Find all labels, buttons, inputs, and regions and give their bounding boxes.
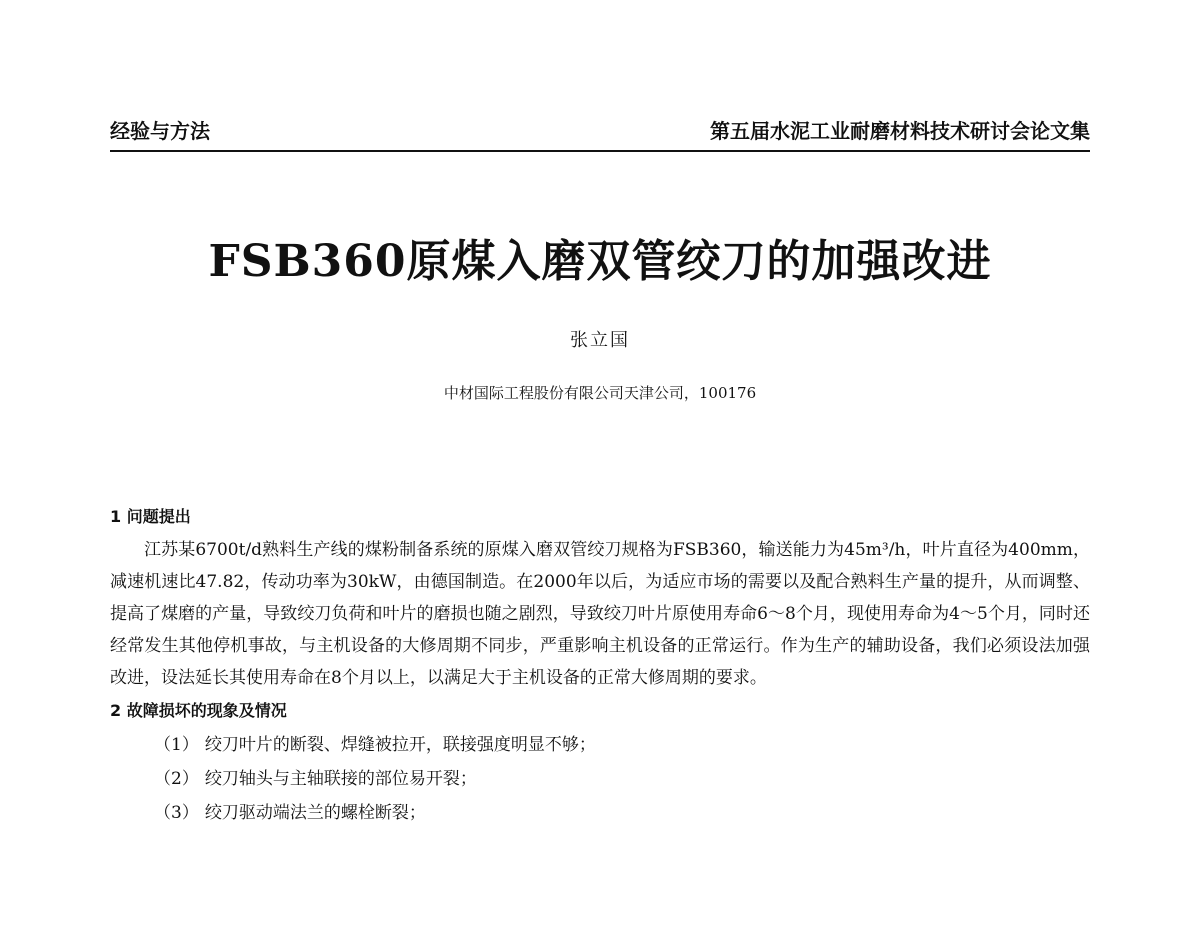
list-item [110,762,1090,796]
list-item-text: 绞刀驱动端法兰的螺栓断裂； [204,803,426,823]
list-item-number: （2） [154,769,199,789]
list-item [110,728,1090,762]
section-heading-1: 1 问题提出 [110,507,191,526]
section-heading-2: 2 故障损坏的现象及情况 [110,701,287,720]
list-item-text: 绞刀叶片的断裂、焊缝被拉开，联接强度明显不够； [204,735,596,755]
list-item-number: （1） [154,735,199,755]
paper-body [110,500,1090,830]
author-name: 张立国 [570,330,630,351]
paper-title: FSB360原煤入磨双管绞刀的加强改进 [208,236,992,287]
header-proceedings-title: 第五届水泥工业耐磨材料技术研讨会论文集 [710,119,1090,143]
list-item-number: （3） [154,803,199,823]
header-section-label: 经验与方法 [110,119,210,143]
author-affiliation: 中材国际工程股份有限公司天津公司，100176 [443,384,757,402]
list-item [110,796,1090,830]
running-header [110,118,1090,152]
list-item-text: 绞刀轴头与主轴联接的部位易开裂； [204,769,477,789]
section-1-paragraph: 江苏某6700t/d熟料生产线的煤粉制备系统的原煤入磨双管绞刀规格为FSB360，输送能力为45m³/h，叶片直径为400mm，减速机速比47.82，传动功率为30kW，由德国制造。在2000年以后，为适应市场的需要以及配合熟料生产量的提升，从而调整、提高了煤磨的产量，导致绞刀负荷和叶片的磨损也随之剧烈，导致绞刀叶片原使用寿命6～8个月，现使用寿命为4～5个月，同时还经常发生其他停机事故，与主机设备的大修周期不同步，严重影响主机设备的正常运行。作为生产的辅助设备，我们必须设法加强改进，设法延长其使用寿命在8个月以上，以满足大于主机设备的正常大修周期的要求。 [110,540,1090,688]
